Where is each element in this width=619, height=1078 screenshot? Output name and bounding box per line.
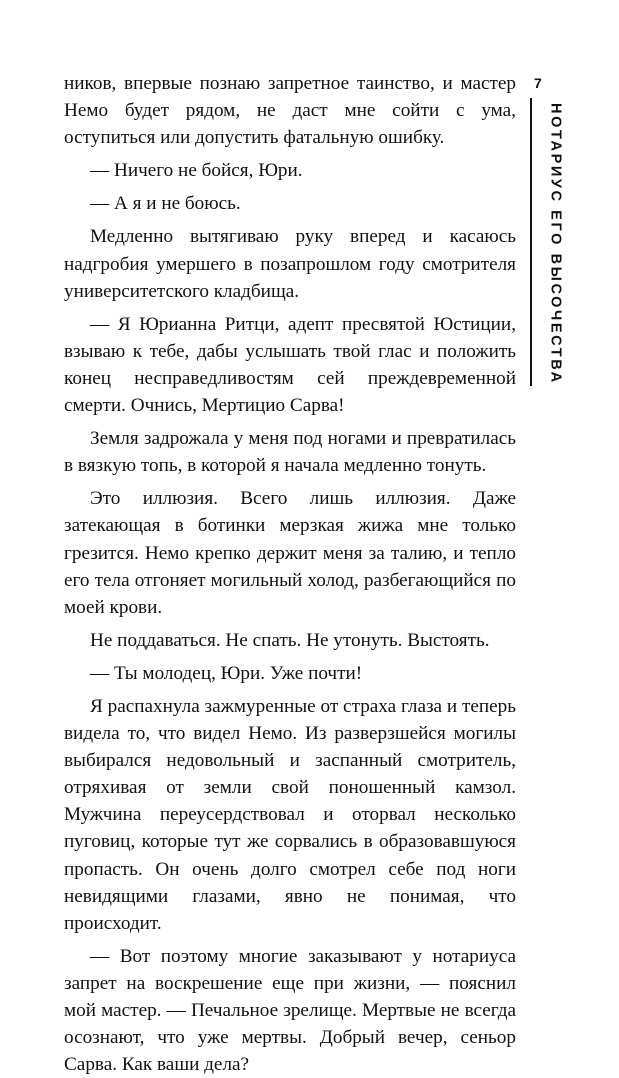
paragraph: Земля задрожала у меня под ногами и превратилась в вязкую топь, в которой я начала медленно тонуть. <box>64 428 516 477</box>
running-title-rule <box>530 98 532 386</box>
paragraph: Медленно вытягиваю руку вперед и касаюсь надгробия умершего в позапрошлом году смотрителя университетского кладбища. <box>64 226 516 302</box>
running-title: НОТАРИУС ЕГО ВЫСОЧЕСТВА <box>547 103 564 385</box>
paragraph: — Ничего не бойся, Юри. <box>90 160 303 182</box>
body-text <box>64 70 516 1078</box>
paragraph: — Я Юрианна Ритци, адепт пресвятой Юстиции, взываю к тебе, дабы услышать твой глас и положить конец несправедливостям сей преждевременной смерти. Очнись, Мертицио Сарва! <box>64 313 516 417</box>
page-number: 7 <box>534 75 542 91</box>
paragraph: Я распахнула зажмуренные от страха глаза и теперь видела то, что видел Немо. Из разверзшейся могилы выбирался недовольный и заспанный смотритель, отряхивая от земли свой поношенный камзол. Мужчина переусердствовал и оторвал несколько пуговиц, которые тут же сорвались в образовавшуюся пропасть. Он очень долго смотрел себе под ноги невидящими глазами, явно не понимая, что происходит. <box>64 695 516 934</box>
paragraph: ников, впервые познаю запретное таинство, и мастер Немо будет рядом, не даст мне сойти с ума, оступиться или допустить фатальную ошибку. <box>64 73 516 149</box>
paragraph: — А я и не боюсь. <box>90 193 241 215</box>
paragraph: Это иллюзия. Всего лишь иллюзия. Даже затекающая в ботинки мерзкая жижа мне только грезится. Немо крепко держит меня за талию, и тепло его тела отгоняет могильный холод, разбегающийся по моей крови. <box>64 488 516 618</box>
paragraph: Не поддаваться. Не спать. Не утонуть. Выстоять. <box>90 629 490 651</box>
paragraph: — Ты молодец, Юри. Уже почти! <box>90 662 363 684</box>
paragraph: — Вот поэтому многие заказывают у нотариуса запрет на воскрешение еще при жизни, — пояснил мой мастер. — Печальное зрелище. Мертвые не всегда осознают, что уже мертвы. Добрый вечер, сеньор Сарва. Как ваши дела? <box>64 945 516 1076</box>
